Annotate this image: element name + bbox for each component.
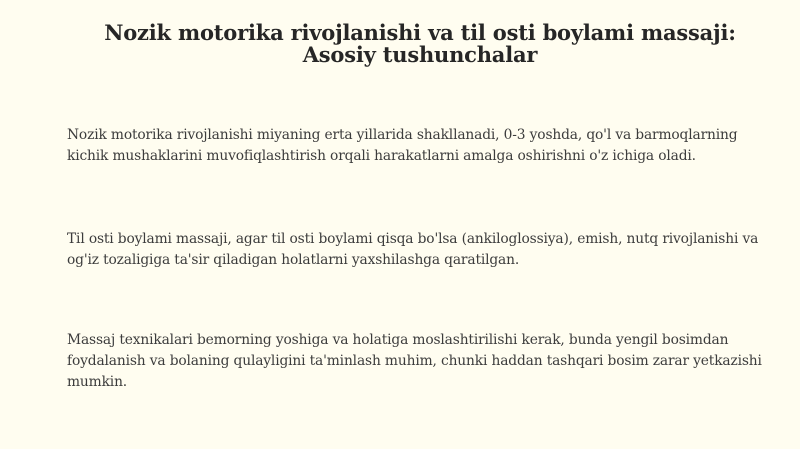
paragraph-frenulum-massage: Til osti boylami massaji, agar til osti boylami qisqa bo'lsa (ankiloglossiya), emish, nutq rivojlanishi va og'iz tozaligiga ta'sir qiladigan holatlarni yaxshilashga qaratilgan.	[67, 231, 759, 268]
paragraph-massage-techniques: Massaj texnikalari bemorning yoshiga va holatiga moslashtirilishi kerak, bunda yengil bosimdan foydalanish va bolaning qulayligini ta'minlash muhim, chunki haddan tashqari bosim zarar yetkazishi mumkin.	[67, 332, 762, 390]
page-title: Nozik motorika rivojlanishi va til osti boylami massaji: Asosiy tushunchalar	[104, 20, 736, 67]
paragraph-fine-motor: Nozik motorika rivojlanishi miyaning erta yillarida shakllanadi, 0-3 yoshda, qo'l va barmoqlarning kichik mushaklarini muvofiqlashtirish orqali harakatlarni amalga oshirishni o'z ichiga oladi.	[67, 127, 738, 164]
